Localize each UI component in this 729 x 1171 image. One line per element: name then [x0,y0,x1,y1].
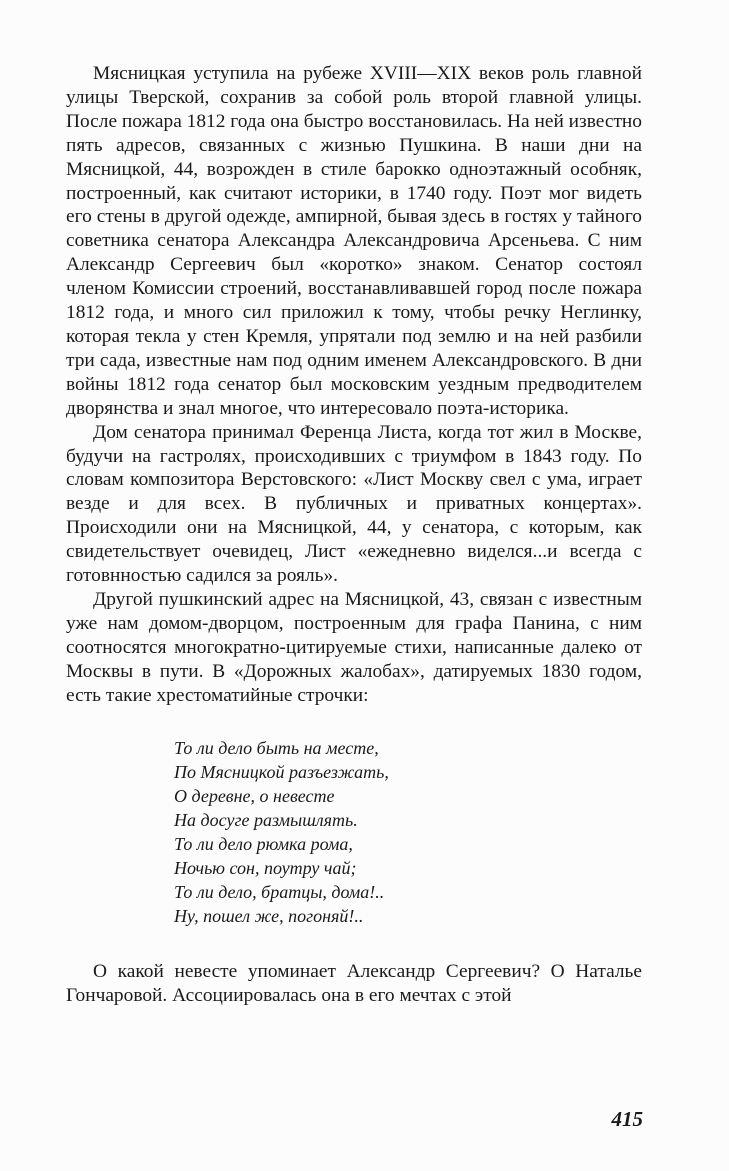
poem-line-1: То ли дело быть на месте, [174,738,379,759]
poem-line-5: То ли дело рюмка рома, [174,834,353,855]
poem-line-8: Ну, пошел же, погоняй!.. [174,905,364,926]
poem-excerpt [174,737,642,928]
poem-line-4: На досуге размышлять. [174,810,358,831]
poem-line-7: То ли дело, братцы, дома!.. [174,881,385,902]
paragraph-1: Мясницкая уступила на рубеже XVIII—XIX веков роль главной улицы Тверской, сохранив за собой роль второй главной улицы. После пожара 1812 года она быстро восстановилась. На ней известно пять адресов, связанных с жизнью Пушкина. В наши дни на Мясницкой, 44, возрожден в стиле барокко одноэтажный особняк, построенный, как считают историки, в 1740 году. Поэт мог видеть его стены в другой одежде, ампирной, бывая здесь в гостях у тайного советника сенатора Александра Александровича Арсеньева. С ним Александр Сергеевич был «коротко» знаком. Сенатор состоял членом Комиссии строений, восстанавливавшей город после пожара 1812 года, и много сил приложил к тому, чтобы речку Неглинку, которая текла у стен Кремля, упрятали под землю и на ней разбили три сада, известные нам под одним именем Александровского. В дни войны 1812 года сенатор был московским уездным предводителем дворянства и знал многое, что интересовало поэта-историка. [66,63,642,419]
paragraph-3: Другой пушкинский адрес на Мясницкой, 43, связан с известным уже нам домом-дворцом, построенным для графа Панина, с ним соотносятся многократно-цитируемые стихи, написанные далеко от Москвы в пути. В «Дорожных жалобах», датируемых 1830 годом, есть такие хрестоматийные строчки: [66,588,642,706]
paragraph-2: Дом сенатора принимал Ференца Листа, когда тот жил в Москве, будучи на гастролях, происходивших с триумфом в 1843 году. По словам композитора Верстовского: «Лист Москву свел с ума, играет везде и для всех. В публичных и приватных концертах». Происходили они на Мясницкой, 44, у сенатора, с которым, как свидетельствует очевидец, Лист «ежедневно виделся...и всегда с готовнностью садился за рояль». [66,421,642,587]
poem-line-6: Ночью сон, поутру чай; [174,858,357,878]
page-number: 415 [611,1107,643,1131]
poem-line-3: О деревне, о невесте [174,786,335,807]
closing-paragraph: О какой невесте упоминает Александр Сергеевич? О Наталье Гончаровой. Ассоциировалась она в его мечтах с этой [66,960,642,1006]
poem-line-2: По Мясницкой разъезжать, [174,762,389,783]
body-text [66,62,642,1008]
